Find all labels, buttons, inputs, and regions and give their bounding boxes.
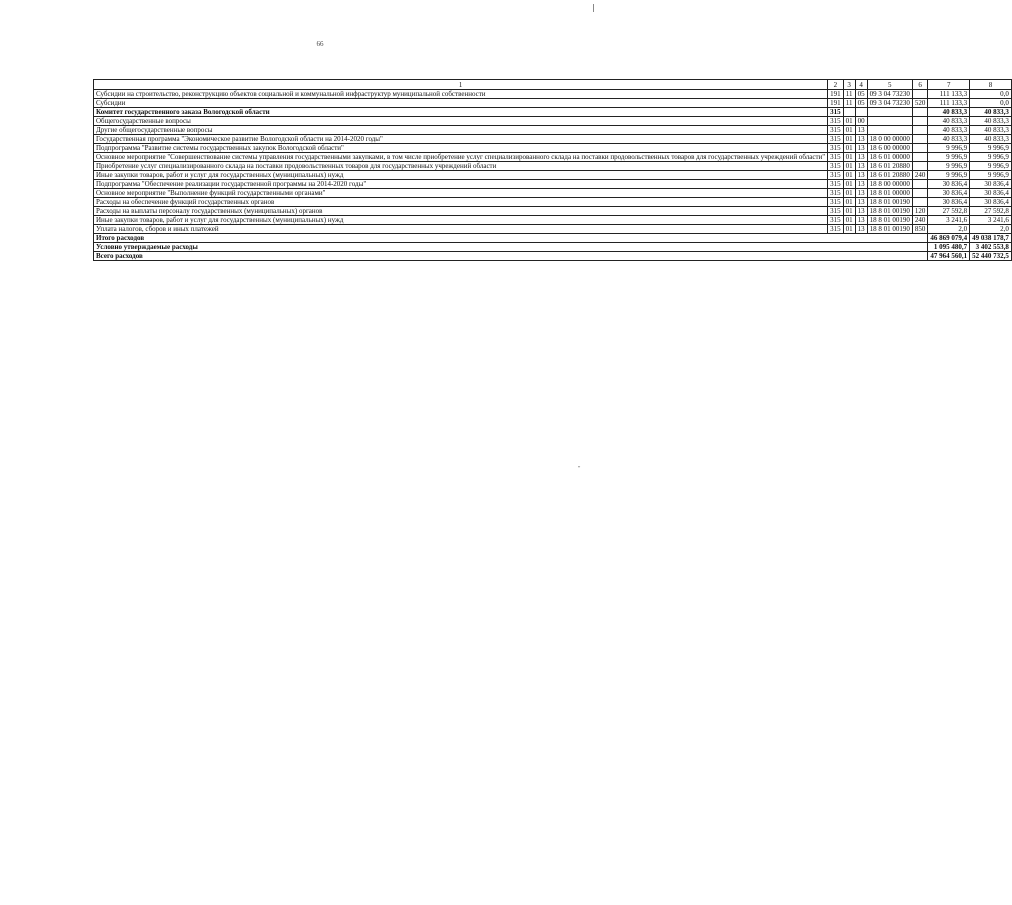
row-code-c3: 01 <box>843 144 855 153</box>
totals-label: Условно утверждаемые расходы <box>94 243 928 252</box>
row-code-c2: 315 <box>828 180 844 189</box>
row-value-col-8: 27 592,8 <box>970 207 1012 216</box>
row-value-col-8: 40 833,3 <box>970 117 1012 126</box>
table-header-row <box>94 80 1012 90</box>
row-code-c5: 18 6 01 20880 <box>867 162 912 171</box>
row-code-c4: 00 <box>855 117 867 126</box>
row-code-c6 <box>912 117 928 126</box>
row-value-col-7: 9 996,9 <box>928 144 970 153</box>
totals-row <box>94 234 1012 243</box>
row-code-c4: 13 <box>855 153 867 162</box>
row-value-col-7: 30 836,4 <box>928 180 970 189</box>
row-value-col-8: 9 996,9 <box>970 153 1012 162</box>
page-number: 66 <box>316 40 324 48</box>
table-row <box>94 90 1012 99</box>
row-code-c3: 01 <box>843 126 855 135</box>
row-code-c6 <box>912 90 928 99</box>
row-value-col-7: 40 833,3 <box>928 108 970 117</box>
row-code-c2: 315 <box>828 153 844 162</box>
row-name: Иные закупки товаров, работ и услуг для государственных (муниципальных) нужд <box>94 216 828 225</box>
row-code-c5: 18 6 01 20880 <box>867 171 912 180</box>
row-code-c6 <box>912 108 928 117</box>
table-row <box>94 189 1012 198</box>
table-row <box>94 117 1012 126</box>
row-code-c4: 13 <box>855 225 867 234</box>
row-code-c3: 01 <box>843 171 855 180</box>
row-code-c2: 315 <box>828 135 844 144</box>
row-name: Субсидии на строительство, реконструкцию объектов социальной и коммунальной инфраструктур муниципальной собственности <box>94 90 828 99</box>
header-col-2: 2 <box>828 80 844 90</box>
row-code-c4: 05 <box>855 99 867 108</box>
row-name: Комитет государственного заказа Вологодской области <box>94 108 828 117</box>
table-row <box>94 153 1012 162</box>
row-code-c4: 13 <box>855 216 867 225</box>
row-code-c5: 09 3 04 73230 <box>867 90 912 99</box>
table-body <box>94 90 1012 234</box>
row-code-c6 <box>912 162 928 171</box>
totals-value-col-8: 3 402 553,8 <box>970 243 1012 252</box>
row-code-c4: 13 <box>855 126 867 135</box>
row-code-c2: 315 <box>828 144 844 153</box>
row-code-c5 <box>867 108 912 117</box>
row-code-c3: 01 <box>843 207 855 216</box>
row-value-col-8: 40 833,3 <box>970 108 1012 117</box>
row-name: Подпрограмма "Развитие системы государственных закупок Вологодской области" <box>94 144 828 153</box>
row-code-c2: 315 <box>828 126 844 135</box>
header-col-7: 7 <box>928 80 970 90</box>
budget-table <box>93 79 1012 261</box>
totals-value-col-8: 52 440 732,5 <box>970 252 1012 261</box>
row-code-c5: 18 8 01 00190 <box>867 216 912 225</box>
row-value-col-7: 9 996,9 <box>928 153 970 162</box>
table-row <box>94 135 1012 144</box>
row-code-c2: 315 <box>828 225 844 234</box>
table-row <box>94 216 1012 225</box>
row-name: Приобретение услуг специализированного склада на поставки продовольственных товаров для государственных учреждений области <box>94 162 828 171</box>
row-code-c2: 315 <box>828 189 844 198</box>
row-value-col-7: 40 833,3 <box>928 135 970 144</box>
row-code-c5: 18 8 01 00190 <box>867 207 912 216</box>
totals-value-col-7: 1 095 480,7 <box>928 243 970 252</box>
row-value-col-8: 0,0 <box>970 90 1012 99</box>
row-value-col-7: 2,0 <box>928 225 970 234</box>
row-name: Основное мероприятие "Выполнение функций государственными органами" <box>94 189 828 198</box>
row-code-c6 <box>912 135 928 144</box>
row-name: Государственная программа "Экономическое развитие Вологодской области на 2014-2020 годы" <box>94 135 828 144</box>
row-name: Общегосударственные вопросы <box>94 117 828 126</box>
row-code-c6: 520 <box>912 99 928 108</box>
row-code-c2: 315 <box>828 171 844 180</box>
row-code-c5: 18 8 00 00000 <box>867 180 912 189</box>
row-code-c5: 18 8 01 00190 <box>867 198 912 207</box>
row-name: Расходы на выплаты персоналу государственных (муниципальных) органов <box>94 207 828 216</box>
row-name: Расходы на обеспечение функций государственных органов <box>94 198 828 207</box>
table-row <box>94 162 1012 171</box>
row-code-c4: 05 <box>855 90 867 99</box>
row-value-col-8: 40 833,3 <box>970 126 1012 135</box>
row-code-c5 <box>867 126 912 135</box>
row-code-c5: 18 8 01 00000 <box>867 189 912 198</box>
row-code-c6 <box>912 144 928 153</box>
row-code-c2: 315 <box>828 162 844 171</box>
row-name: Иные закупки товаров, работ и услуг для государственных (муниципальных) нужд <box>94 171 828 180</box>
row-name: Основное мероприятие "Совершенствование системы управления государственными закупками, в том числе приобретение услуг специализированного склада на поставки продовольственных товаров для государственных учреждений области" <box>94 153 828 162</box>
row-code-c2: 315 <box>828 216 844 225</box>
row-code-c4: 13 <box>855 144 867 153</box>
row-code-c3: 11 <box>843 99 855 108</box>
row-code-c3: 01 <box>843 117 855 126</box>
totals-value-col-8: 49 038 178,7 <box>970 234 1012 243</box>
row-code-c5: 18 6 00 00000 <box>867 144 912 153</box>
row-code-c5: 09 3 04 73230 <box>867 99 912 108</box>
row-value-col-7: 27 592,8 <box>928 207 970 216</box>
totals-label: Всего расходов <box>94 252 928 261</box>
table-row <box>94 144 1012 153</box>
row-value-col-8: 3 241,6 <box>970 216 1012 225</box>
row-value-col-8: 2,0 <box>970 225 1012 234</box>
table-row <box>94 225 1012 234</box>
row-value-col-7: 30 836,4 <box>928 198 970 207</box>
row-name: Субсидии <box>94 99 828 108</box>
row-code-c5: 18 8 01 00190 <box>867 225 912 234</box>
row-code-c6 <box>912 153 928 162</box>
table-row <box>94 99 1012 108</box>
row-value-col-8: 30 836,4 <box>970 198 1012 207</box>
row-code-c3: 11 <box>843 90 855 99</box>
row-name: Уплата налогов, сборов и иных платежей <box>94 225 828 234</box>
row-value-col-8: 30 836,4 <box>970 189 1012 198</box>
row-value-col-7: 111 133,3 <box>928 99 970 108</box>
scan-edge-mark <box>593 4 594 12</box>
row-code-c2: 315 <box>828 198 844 207</box>
row-name: Подпрограмма "Обеспечение реализации государственной программы на 2014-2020 годы" <box>94 180 828 189</box>
row-code-c4: 13 <box>855 171 867 180</box>
row-value-col-8: 30 836,4 <box>970 180 1012 189</box>
totals-body <box>94 234 1012 261</box>
header-col-3: 3 <box>843 80 855 90</box>
row-code-c2: 315 <box>828 117 844 126</box>
scan-tick-mark: " <box>578 466 581 472</box>
row-name: Другие общегосударственные вопросы <box>94 126 828 135</box>
row-value-col-7: 9 996,9 <box>928 162 970 171</box>
row-code-c3: 01 <box>843 225 855 234</box>
row-code-c4: 13 <box>855 189 867 198</box>
totals-label: Итого расходов <box>94 234 928 243</box>
row-code-c6 <box>912 180 928 189</box>
totals-value-col-7: 46 869 079,4 <box>928 234 970 243</box>
row-code-c3: 01 <box>843 180 855 189</box>
row-value-col-8: 40 833,3 <box>970 135 1012 144</box>
row-value-col-8: 9 996,9 <box>970 144 1012 153</box>
table-row <box>94 207 1012 216</box>
row-code-c2: 315 <box>828 108 844 117</box>
row-code-c4 <box>855 108 867 117</box>
table-row <box>94 126 1012 135</box>
row-code-c3: 01 <box>843 189 855 198</box>
row-value-col-8: 9 996,9 <box>970 171 1012 180</box>
row-code-c3: 01 <box>843 153 855 162</box>
row-code-c2: 191 <box>828 90 844 99</box>
row-value-col-7: 9 996,9 <box>928 171 970 180</box>
row-code-c4: 13 <box>855 180 867 189</box>
row-code-c6: 850 <box>912 225 928 234</box>
row-value-col-8: 0,0 <box>970 99 1012 108</box>
header-col-4: 4 <box>855 80 867 90</box>
table-row <box>94 198 1012 207</box>
row-value-col-7: 3 241,6 <box>928 216 970 225</box>
header-col-1: 1 <box>94 80 828 90</box>
header-col-8: 8 <box>970 80 1012 90</box>
row-value-col-7: 111 133,3 <box>928 90 970 99</box>
row-code-c6: 240 <box>912 216 928 225</box>
row-code-c6: 240 <box>912 171 928 180</box>
row-code-c3: 01 <box>843 135 855 144</box>
header-col-6: 6 <box>912 80 928 90</box>
row-code-c2: 315 <box>828 207 844 216</box>
row-value-col-7: 40 833,3 <box>928 117 970 126</box>
row-code-c4: 13 <box>855 135 867 144</box>
row-code-c6: 120 <box>912 207 928 216</box>
table-row <box>94 108 1012 117</box>
row-code-c6 <box>912 198 928 207</box>
row-code-c4: 13 <box>855 162 867 171</box>
row-code-c4: 13 <box>855 207 867 216</box>
row-code-c5: 18 6 01 00000 <box>867 153 912 162</box>
totals-value-col-7: 47 964 560,1 <box>928 252 970 261</box>
row-code-c6 <box>912 189 928 198</box>
row-code-c4: 13 <box>855 198 867 207</box>
header-col-5: 5 <box>867 80 912 90</box>
totals-row <box>94 243 1012 252</box>
row-code-c3: 01 <box>843 162 855 171</box>
row-value-col-8: 9 996,9 <box>970 162 1012 171</box>
row-code-c3: 01 <box>843 216 855 225</box>
table-row <box>94 171 1012 180</box>
row-code-c2: 191 <box>828 99 844 108</box>
row-code-c5: 18 0 00 00000 <box>867 135 912 144</box>
row-code-c6 <box>912 126 928 135</box>
row-value-col-7: 30 836,4 <box>928 189 970 198</box>
totals-row <box>94 252 1012 261</box>
table-row <box>94 180 1012 189</box>
row-value-col-7: 40 833,3 <box>928 126 970 135</box>
row-code-c5 <box>867 117 912 126</box>
row-code-c3: 01 <box>843 198 855 207</box>
row-code-c3 <box>843 108 855 117</box>
